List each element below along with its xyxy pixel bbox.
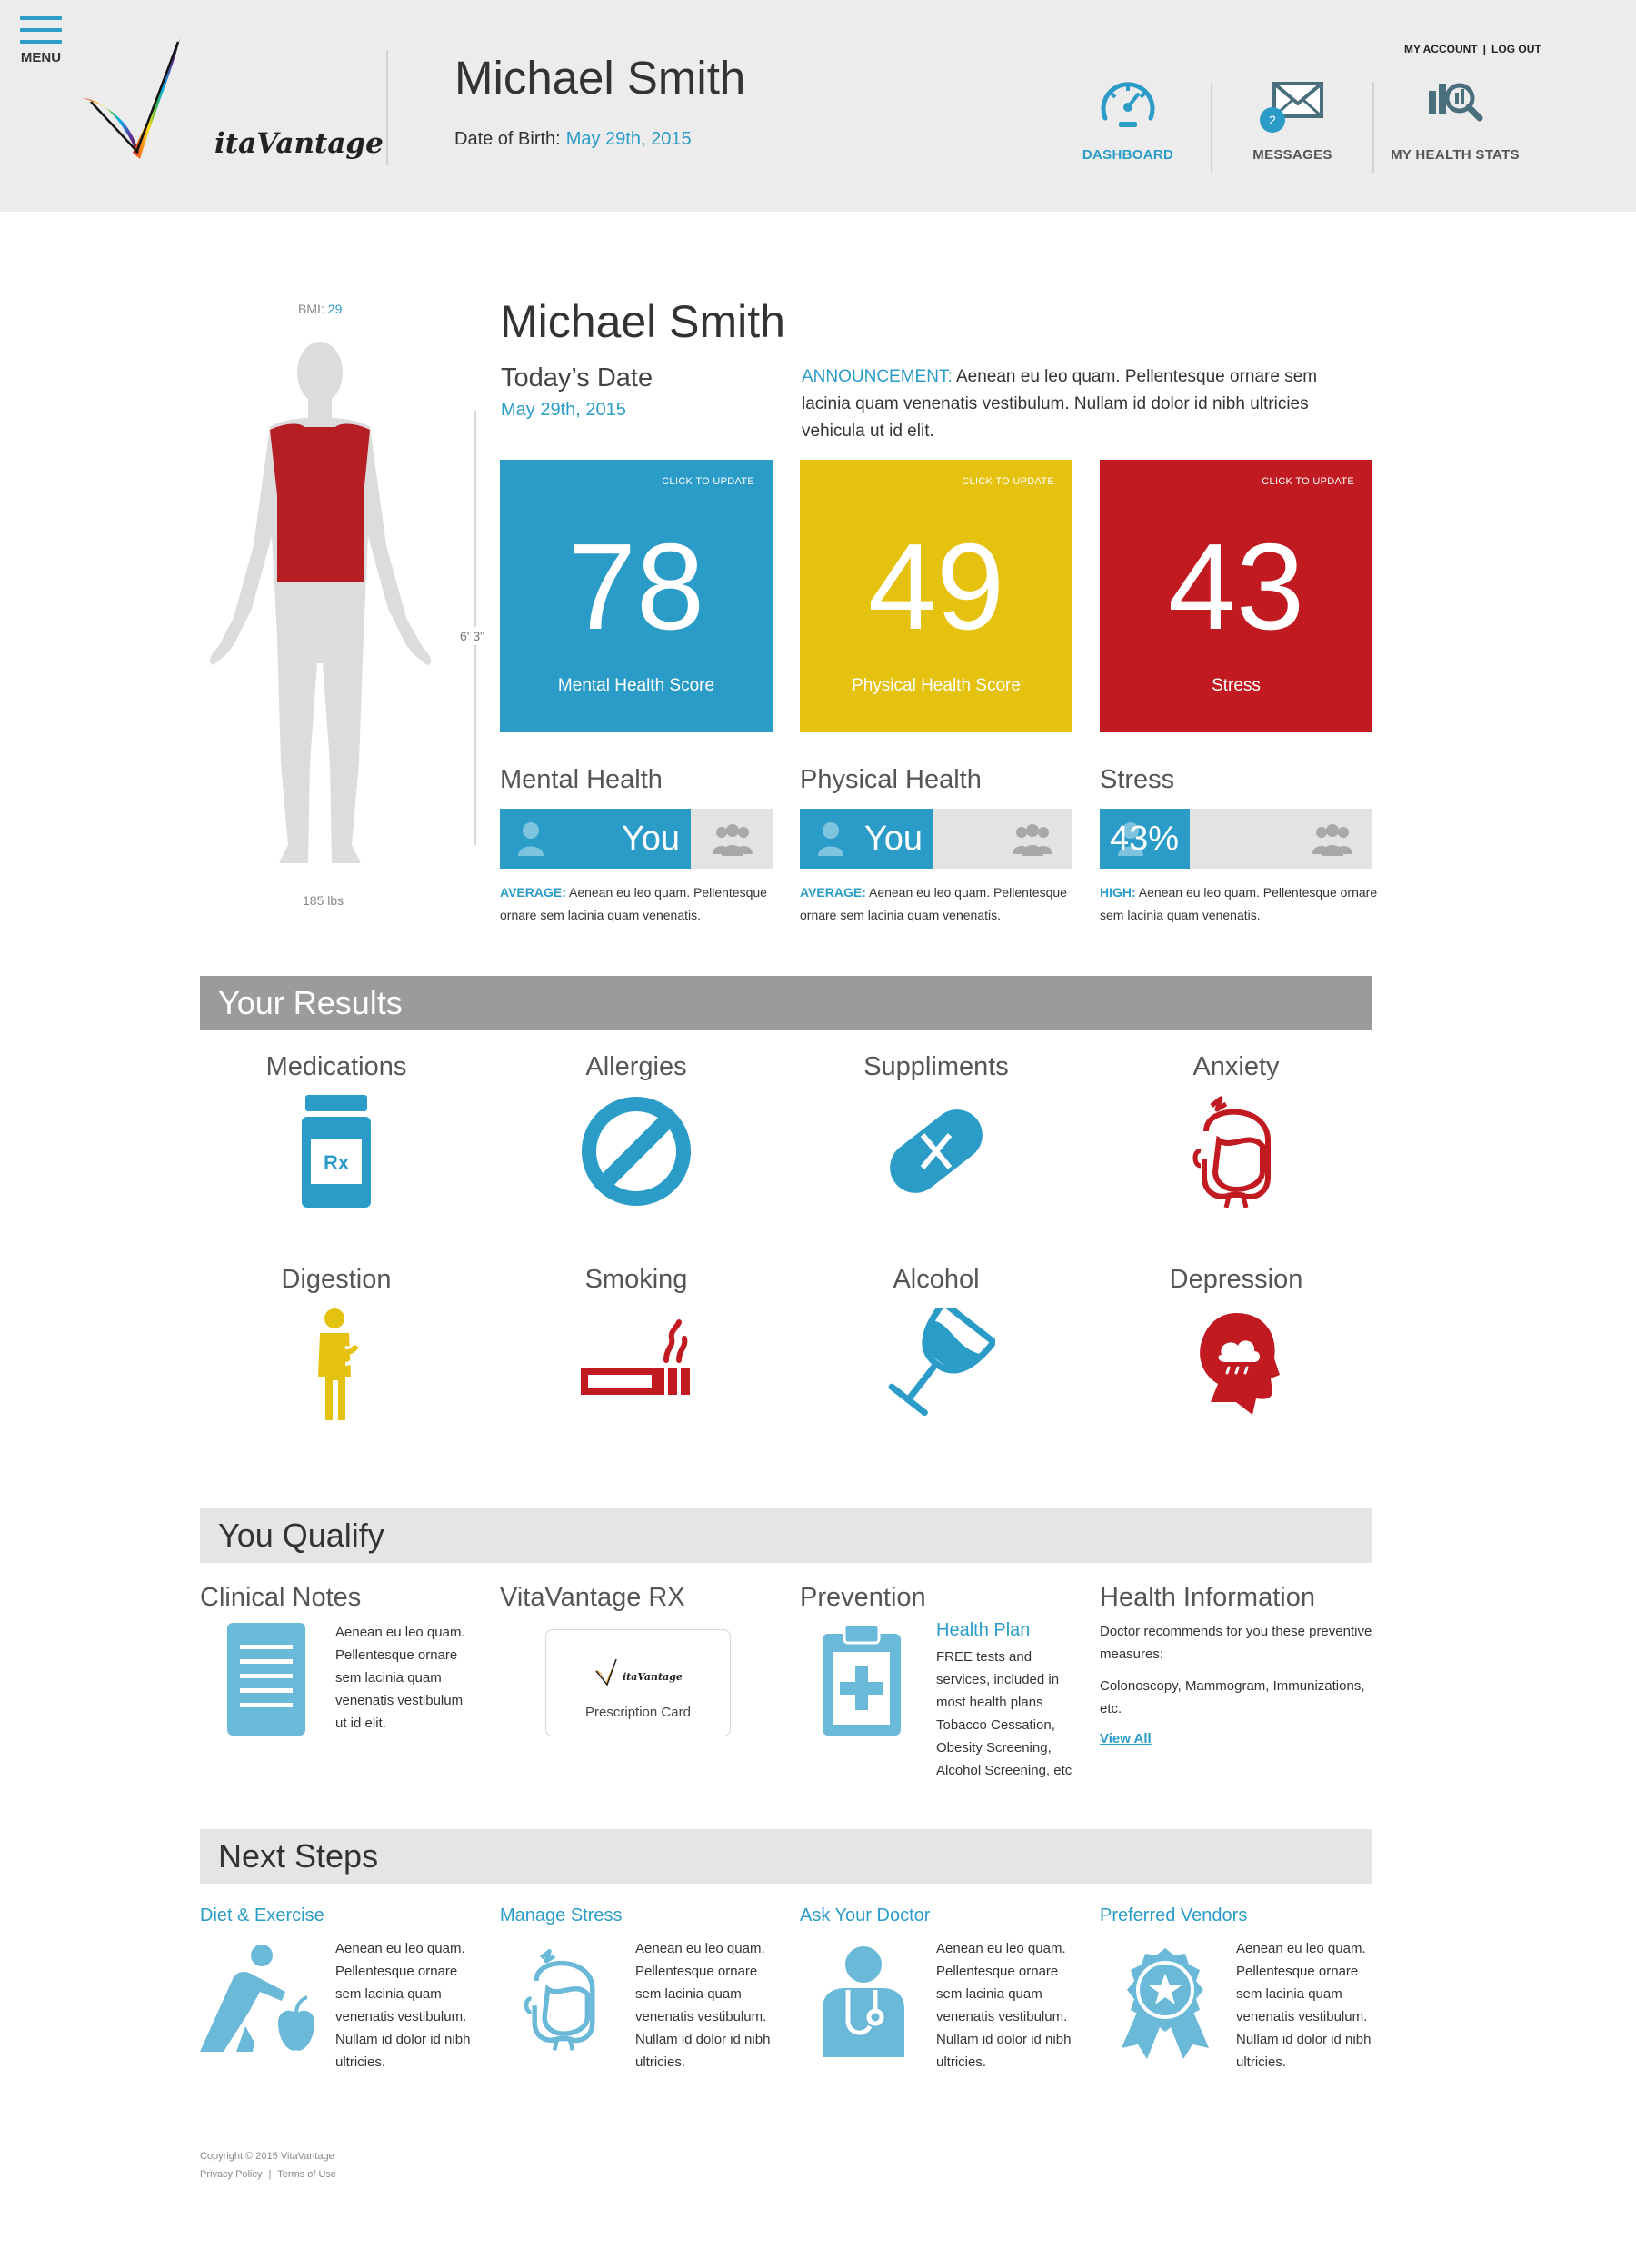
copyright-text: Copyright © 2015 VitaVantage (200, 2151, 334, 2162)
stress-comparison-desc (1100, 881, 1382, 927)
group-icon (1312, 823, 1352, 856)
weight-value: 185 lbs (303, 893, 344, 908)
messages-badge: 2 (1269, 113, 1276, 127)
rain-cloud-head-icon (1191, 1308, 1282, 1420)
profile-name: Michael Smith (500, 296, 785, 347)
logo-v-mark-icon (594, 1657, 624, 1688)
result-alcohol[interactable] (818, 1265, 1054, 1420)
result-smoking[interactable] (518, 1265, 754, 1420)
vitavantage-rx-title: VitaVantage RX (500, 1583, 685, 1612)
stress-comparison-title: Stress (1100, 765, 1175, 794)
capsule-icon (877, 1095, 995, 1208)
footer-separator: | (268, 2169, 272, 2180)
physical-health-score-tile[interactable] (800, 460, 1072, 732)
prevention-text: FREE tests and services, included in most health plans Tobacco Cessation, Obesity Screening, Alcohol Screening, etc (936, 1649, 1072, 1778)
document-icon[interactable] (227, 1623, 305, 1736)
anxious-face-icon (1186, 1095, 1286, 1208)
click-to-update-label: CLICK TO UPDATE (1262, 476, 1354, 487)
speedometer-icon (1096, 73, 1160, 134)
diet-exercise-text: Aenean eu leo quam. Pellentesque ornare sem lacinia quam venenatis vestibulum. Nullam id dolor id nibh ultricies. (335, 1941, 471, 2070)
physical-health-comparison-bar (800, 809, 1072, 869)
menu-button[interactable] (20, 16, 62, 65)
view-all-link[interactable]: View All (1100, 1731, 1152, 1746)
mental-health-comparison-title: Mental Health (500, 765, 663, 794)
health-information-intro: Doctor recommends for you these preventive measures: (1100, 1624, 1372, 1662)
top-header (0, 0, 1636, 212)
nav-messages[interactable] (1215, 73, 1370, 163)
nav-my-health-stats[interactable] (1378, 73, 1532, 163)
manage-stress-text: Aenean eu leo quam. Pellentesque ornare sem lacinia quam venenatis vestibulum. Nullam id dolor id nibh ultricies. (635, 1941, 771, 2070)
log-out-link[interactable]: LOG OUT (1491, 43, 1541, 55)
health-plan-link[interactable]: Health Plan (936, 1620, 1031, 1640)
dob-label: Date of Birth: (454, 129, 561, 149)
account-links (1404, 43, 1541, 55)
todays-date-label: Today’s Date (501, 363, 653, 393)
announcement-text: Aenean eu leo quam. Pellentesque ornare sem lacinia quam venenatis vestibulum. Nullam id dolor id nibh ultricies vehicula ut id elit. (802, 367, 1318, 441)
health-information-measures: Colonoscopy, Mammogram, Immunizations, etc. (1100, 1678, 1365, 1716)
physical-health-score: 49 (867, 518, 1005, 655)
mental-health-score-caption: Mental Health Score (557, 676, 715, 695)
bmi-label: BMI: (298, 302, 324, 316)
health-stats-icon (1423, 73, 1487, 134)
pill-bottle-icon (300, 1095, 373, 1208)
result-label: Allergies (585, 1052, 687, 1081)
announcement-label: ANNOUNCEMENT: (802, 367, 953, 386)
group-icon (1013, 823, 1052, 856)
comparison-value: You (863, 820, 923, 858)
result-label: Depression (1169, 1265, 1303, 1294)
clinical-notes-title: Clinical Notes (200, 1583, 362, 1612)
height-value: 6' 3" (460, 629, 485, 643)
header-patient-name: Michael Smith (454, 52, 746, 104)
body-silhouette (195, 336, 445, 872)
mental-health-score: 78 (567, 518, 705, 655)
comparison-level: AVERAGE: (800, 885, 866, 900)
manage-stress-link[interactable]: Manage Stress (500, 1905, 623, 1925)
announcement (802, 363, 1365, 445)
click-to-update-label: CLICK TO UPDATE (962, 476, 1054, 487)
bmi-readout (298, 302, 342, 316)
nav-divider (1372, 82, 1374, 173)
ask-your-doctor-link[interactable]: Ask Your Doctor (800, 1905, 931, 1925)
account-links-separator: | (1482, 43, 1487, 55)
next-steps-header: Next Steps (200, 1829, 1372, 1884)
clinical-notes-text: Aenean eu leo quam. Pellentesque ornare sem lacinia quam venenatis vestibulum ut id elit. (335, 1625, 465, 1731)
mental-health-comparison-bar (500, 809, 773, 869)
wine-glass-icon (877, 1308, 995, 1420)
nav-dashboard[interactable] (1051, 73, 1205, 163)
comparison-level: AVERAGE: (500, 885, 566, 900)
result-label: Smoking (584, 1265, 688, 1294)
result-suppliments[interactable] (818, 1052, 1054, 1208)
my-account-link[interactable]: MY ACCOUNT (1404, 43, 1478, 55)
header-dob (454, 129, 692, 150)
exercise-apple-icon (200, 1935, 314, 2063)
rx-label: Rx (323, 1151, 350, 1174)
comparison-level: HIGH: (1100, 885, 1136, 900)
preferred-vendors-link[interactable]: Preferred Vendors (1100, 1905, 1248, 1925)
result-medications[interactable] (218, 1052, 454, 1208)
clipboard-plus-icon[interactable] (823, 1623, 901, 1736)
logo-v-mark-icon (78, 36, 224, 173)
stress-score-tile[interactable] (1100, 460, 1372, 732)
ask-your-doctor-text: Aenean eu leo quam. Pellentesque ornare sem lacinia quam venenatis vestibulum. Nullam id dolor id nibh ultricies. (936, 1941, 1072, 2070)
menu-label: MENU (20, 50, 62, 65)
mental-health-comparison-desc (500, 881, 782, 927)
physical-health-comparison-title: Physical Health (800, 765, 982, 794)
stomach-person-icon (309, 1308, 364, 1420)
dob-value: May 29th, 2015 (565, 129, 692, 149)
nav-messages-label: MESSAGES (1252, 147, 1332, 163)
terms-of-use-link[interactable]: Terms of Use (277, 2169, 337, 2180)
nav-dashboard-label: DASHBOARD (1082, 147, 1174, 163)
you-qualify-header: You Qualify (200, 1508, 1372, 1563)
logo-wordmark: itaVantage (214, 127, 384, 160)
no-symbol-icon (580, 1095, 693, 1208)
preferred-vendors-text: Aenean eu leo quam. Pellentesque ornare sem lacinia quam venenatis vestibulum. Nullam id dolor id nibh ultricies. (1236, 1941, 1372, 2070)
physical-health-score-caption: Physical Health Score (852, 676, 1021, 695)
vitavantage-logo[interactable] (78, 36, 384, 173)
comparison-text: Aenean eu leo quam. Pellentesque ornare sem lacinia quam venenatis. (1100, 885, 1378, 922)
result-anxiety[interactable] (1118, 1052, 1354, 1208)
nav-divider (1211, 82, 1212, 173)
result-label: Medications (265, 1052, 407, 1081)
result-label: Alcohol (893, 1265, 980, 1294)
torso-highlight (270, 424, 370, 582)
prescription-card-logo: itaVantage (623, 1671, 683, 1683)
result-label: Digestion (281, 1265, 392, 1294)
header-divider (386, 50, 388, 165)
nav-my-health-stats-label: MY HEALTH STATS (1391, 147, 1520, 163)
diet-exercise-link[interactable]: Diet & Exercise (200, 1905, 324, 1925)
comparison-text: Aenean eu leo quam. Pellentesque ornare sem lacinia quam venenatis. (500, 885, 767, 922)
bmi-value: 29 (327, 302, 343, 316)
result-digestion[interactable] (218, 1265, 454, 1420)
comparison-value: You (621, 820, 680, 858)
mental-health-score-tile[interactable] (500, 460, 773, 732)
stress-score: 43 (1167, 518, 1305, 655)
stressed-face-icon (518, 1943, 609, 2055)
doctor-icon (823, 1945, 904, 2057)
physical-health-comparison-desc (800, 881, 1082, 927)
hamburger-icon (20, 16, 62, 44)
group-icon (713, 823, 753, 856)
cigarette-icon (577, 1308, 695, 1420)
result-label: Anxiety (1192, 1052, 1280, 1081)
your-results-header: Your Results (200, 976, 1372, 1030)
health-information-title: Health Information (1100, 1583, 1315, 1612)
result-label: Suppliments (863, 1052, 1009, 1081)
todays-date-value: May 29th, 2015 (501, 400, 626, 420)
stress-comparison-bar (1100, 809, 1372, 869)
prescription-card-caption: Prescription Card (585, 1705, 691, 1720)
comparison-text: Aenean eu leo quam. Pellentesque ornare sem lacinia quam venenatis. (800, 885, 1067, 922)
comparison-value: 43% (1109, 820, 1179, 858)
footer-links (200, 2165, 336, 2183)
click-to-update-label: CLICK TO UPDATE (662, 476, 754, 487)
prescription-card[interactable] (545, 1629, 731, 1736)
result-allergies[interactable] (518, 1052, 754, 1208)
stress-score-caption: Stress (1212, 676, 1261, 695)
envelope-icon (1254, 73, 1331, 134)
award-ribbon-icon (1118, 1946, 1212, 2059)
privacy-policy-link[interactable]: Privacy Policy (200, 2169, 263, 2180)
prevention-title: Prevention (800, 1583, 926, 1612)
result-depression[interactable] (1118, 1265, 1354, 1420)
footer (200, 2147, 336, 2183)
